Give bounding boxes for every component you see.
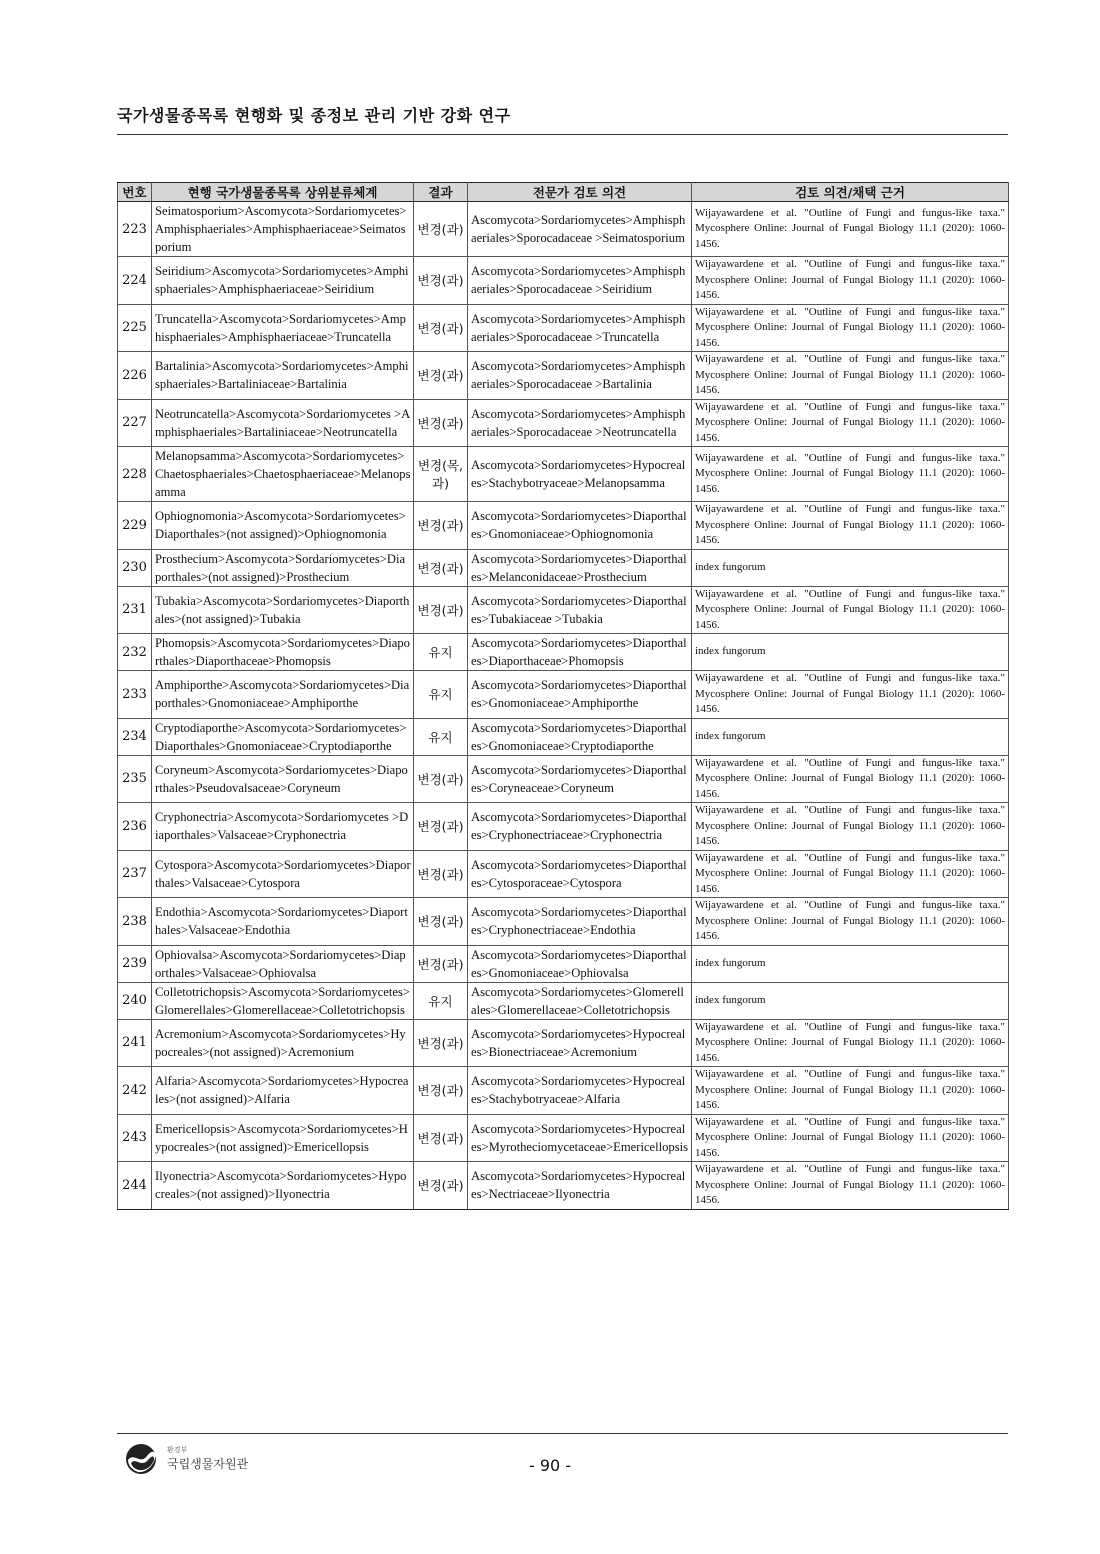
row-number: 224 <box>118 257 152 305</box>
current-classification-cell: Emericellopsis>Ascomycota>Sordariomycetes>Hypocreales>(not assigned)>Emericellopsis <box>152 1114 414 1162</box>
expert-opinion-cell: Ascomycota>Sordariomycetes>Diaporthales>Gnomoniaceae>Ophiognomonia <box>468 502 692 550</box>
table-row <box>118 945 1009 982</box>
title-divider <box>117 134 1008 135</box>
table-row <box>118 634 1009 671</box>
current-classification-cell: Cytospora>Ascomycota>Sordariomycetes>Diaporthales>Valsaceae>Cytospora <box>152 850 414 898</box>
basis-cell: Wijayawardene et al. "Outline of Fungi and fungus-like taxa." Mycosphere Online: Journal of Fungal Biology 11.1 (2020): 1060-1456. <box>692 850 1009 898</box>
result-cell: 변경(과) <box>414 202 468 257</box>
basis-cell: Wijayawardene et al. "Outline of Fungi and fungus-like taxa." Mycosphere Online: Journal of Fungal Biology 11.1 (2020): 1060-1456. <box>692 399 1009 447</box>
basis-cell: index fungorum <box>692 982 1009 1019</box>
table-row <box>118 502 1009 550</box>
table-row <box>118 1162 1009 1210</box>
row-number: 230 <box>118 549 152 586</box>
table-row <box>118 671 1009 719</box>
expert-opinion-cell: Ascomycota>Sordariomycetes>Amphisphaeriales>Sporocadaceae >Seiridium <box>468 257 692 305</box>
current-classification-cell: Prosthecium>Ascomycota>Sordariomycetes>Diaporthales>(not assigned)>Prosthecium <box>152 549 414 586</box>
current-classification-cell: Cryphonectria>Ascomycota>Sordariomycetes >Diaporthales>Valsaceae>Cryphonectria <box>152 803 414 851</box>
row-number: 227 <box>118 399 152 447</box>
table-row <box>118 803 1009 851</box>
row-number: 236 <box>118 803 152 851</box>
table-row <box>118 898 1009 946</box>
result-cell: 변경(과) <box>414 898 468 946</box>
expert-opinion-cell: Ascomycota>Sordariomycetes>Diaporthales>Gnomoniaceae>Ophiovalsa <box>468 945 692 982</box>
expert-opinion-cell: Ascomycota>Sordariomycetes>Diaporthales>Cytosporaceae>Cytospora <box>468 850 692 898</box>
expert-opinion-cell: Ascomycota>Sordariomycetes>Hypocreales>Stachybotryaceae>Alfaria <box>468 1067 692 1115</box>
row-number: 228 <box>118 447 152 502</box>
expert-opinion-cell: Ascomycota>Sordariomycetes>Amphisphaeriales>Sporocadaceae >Seimatosporium <box>468 202 692 257</box>
row-number: 235 <box>118 755 152 803</box>
basis-cell: Wijayawardene et al. "Outline of Fungi and fungus-like taxa." Mycosphere Online: Journal of Fungal Biology 11.1 (2020): 1060-1456. <box>692 202 1009 257</box>
expert-opinion-cell: Ascomycota>Sordariomycetes>Diaporthales>Tubakiaceae >Tubakia <box>468 586 692 634</box>
row-number: 244 <box>118 1162 152 1210</box>
current-classification-cell: Acremonium>Ascomycota>Sordariomycetes>Hypocreales>(not assigned)>Acremonium <box>152 1019 414 1067</box>
current-classification-cell: Bartalinia>Ascomycota>Sordariomycetes>Amphisphaeriales>Bartaliniaceae>Bartalinia <box>152 352 414 400</box>
taxonomy-table <box>117 182 1009 1210</box>
expert-opinion-cell: Ascomycota>Sordariomycetes>Diaporthales>Cryphonectriaceae>Cryphonectria <box>468 803 692 851</box>
table-row <box>118 982 1009 1019</box>
current-classification-cell: Seimatosporium>Ascomycota>Sordariomycetes>Amphisphaeriales>Amphisphaeriaceae>Seimatosporium <box>152 202 414 257</box>
page-title: 국가생물종목록 현행화 및 종정보 관리 기반 강화 연구 <box>117 106 511 125</box>
current-classification-cell: Truncatella>Ascomycota>Sordariomycetes>Amphisphaeriales>Amphisphaeriaceae>Truncatella <box>152 304 414 352</box>
institute-name: 국립생물자원관 <box>167 1457 249 1471</box>
table-row <box>118 202 1009 257</box>
basis-cell: index fungorum <box>692 549 1009 586</box>
result-cell: 변경(과) <box>414 1067 468 1115</box>
row-number: 237 <box>118 850 152 898</box>
basis-cell: Wijayawardene et al. "Outline of Fungi and fungus-like taxa." Mycosphere Online: Journal of Fungal Biology 11.1 (2020): 1060-1456. <box>692 803 1009 851</box>
basis-cell: Wijayawardene et al. "Outline of Fungi and fungus-like taxa." Mycosphere Online: Journal of Fungal Biology 11.1 (2020): 1060-1456. <box>692 1162 1009 1210</box>
table-row <box>118 850 1009 898</box>
basis-cell: Wijayawardene et al. "Outline of Fungi and fungus-like taxa." Mycosphere Online: Journal of Fungal Biology 11.1 (2020): 1060-1456. <box>692 447 1009 502</box>
row-number: 240 <box>118 982 152 1019</box>
current-classification-cell: Neotruncatella>Ascomycota>Sordariomycetes >Amphisphaeriales>Bartaliniaceae>Neotruncatella <box>152 399 414 447</box>
current-classification-cell: Colletotrichopsis>Ascomycota>Sordariomycetes>Glomerellales>Glomerellaceae>Colletotrichopsis <box>152 982 414 1019</box>
row-number: 225 <box>118 304 152 352</box>
basis-cell: Wijayawardene et al. "Outline of Fungi and fungus-like taxa." Mycosphere Online: Journal of Fungal Biology 11.1 (2020): 1060-1456. <box>692 502 1009 550</box>
result-cell: 변경(과) <box>414 304 468 352</box>
current-classification-cell: Ophiovalsa>Ascomycota>Sordariomycetes>Diaporthales>Valsaceae>Ophiovalsa <box>152 945 414 982</box>
expert-opinion-cell: Ascomycota>Sordariomycetes>Diaporthales>Cryphonectriaceae>Endothia <box>468 898 692 946</box>
result-cell: 변경(과) <box>414 586 468 634</box>
result-cell: 유지 <box>414 634 468 671</box>
expert-opinion-cell: Ascomycota>Sordariomycetes>Hypocreales>Stachybotryaceae>Melanopsamma <box>468 447 692 502</box>
basis-cell: Wijayawardene et al. "Outline of Fungi and fungus-like taxa." Mycosphere Online: Journal of Fungal Biology 11.1 (2020): 1060-1456. <box>692 1019 1009 1067</box>
table-row <box>118 718 1009 755</box>
basis-cell: Wijayawardene et al. "Outline of Fungi and fungus-like taxa." Mycosphere Online: Journal of Fungal Biology 11.1 (2020): 1060-1456. <box>692 304 1009 352</box>
basis-cell: Wijayawardene et al. "Outline of Fungi and fungus-like taxa." Mycosphere Online: Journal of Fungal Biology 11.1 (2020): 1060-1456. <box>692 671 1009 719</box>
ministry-label: 환경부 <box>167 1446 188 1454</box>
result-cell: 변경(과) <box>414 399 468 447</box>
basis-cell: index fungorum <box>692 945 1009 982</box>
result-cell: 변경(과) <box>414 549 468 586</box>
row-number: 229 <box>118 502 152 550</box>
table-row <box>118 549 1009 586</box>
table-row <box>118 586 1009 634</box>
current-classification-cell: Alfaria>Ascomycota>Sordariomycetes>Hypocreales>(not assigned)>Alfaria <box>152 1067 414 1115</box>
expert-opinion-cell: Ascomycota>Sordariomycetes>Diaporthales>Gnomoniaceae>Amphiporthe <box>468 671 692 719</box>
row-number: 242 <box>118 1067 152 1115</box>
current-classification-cell: Cryptodiaporthe>Ascomycota>Sordariomycetes>Diaporthales>Gnomoniaceae>Cryptodiaporthe <box>152 718 414 755</box>
basis-cell: Wijayawardene et al. "Outline of Fungi and fungus-like taxa." Mycosphere Online: Journal of Fungal Biology 11.1 (2020): 1060-1456. <box>692 586 1009 634</box>
basis-cell: Wijayawardene et al. "Outline of Fungi and fungus-like taxa." Mycosphere Online: Journal of Fungal Biology 11.1 (2020): 1060-1456. <box>692 352 1009 400</box>
expert-opinion-cell: Ascomycota>Sordariomycetes>Hypocreales>Myrotheciomycetaceae>Emericellopsis <box>468 1114 692 1162</box>
result-cell: 변경(과) <box>414 257 468 305</box>
row-number: 241 <box>118 1019 152 1067</box>
current-classification-cell: Phomopsis>Ascomycota>Sordariomycetes>Diaporthales>Diaporthaceae>Phomopsis <box>152 634 414 671</box>
result-cell: 변경(과) <box>414 945 468 982</box>
row-number: 243 <box>118 1114 152 1162</box>
expert-opinion-cell: Ascomycota>Sordariomycetes>Amphisphaeriales>Sporocadaceae >Bartalinia <box>468 352 692 400</box>
expert-opinion-cell: Ascomycota>Sordariomycetes>Amphisphaeriales>Sporocadaceae >Neotruncatella <box>468 399 692 447</box>
footer-divider <box>117 1433 1008 1434</box>
col-header-number: 번호 <box>118 183 152 202</box>
row-number: 234 <box>118 718 152 755</box>
expert-opinion-cell: Ascomycota>Sordariomycetes>Diaporthales>Diaporthaceae>Phomopsis <box>468 634 692 671</box>
current-classification-cell: Seiridium>Ascomycota>Sordariomycetes>Amphisphaeriales>Amphisphaeriaceae>Seiridium <box>152 257 414 305</box>
result-cell: 변경(과) <box>414 352 468 400</box>
table-row <box>118 755 1009 803</box>
current-classification-cell: Amphiporthe>Ascomycota>Sordariomycetes>Diaporthales>Gnomoniaceae>Amphiporthe <box>152 671 414 719</box>
result-cell: 변경(과) <box>414 803 468 851</box>
basis-cell: index fungorum <box>692 634 1009 671</box>
col-header-basis: 검토 의견/채택 근거 <box>692 183 1009 202</box>
expert-opinion-cell: Ascomycota>Sordariomycetes>Diaporthales>Coryneaceae>Coryneum <box>468 755 692 803</box>
result-cell: 유지 <box>414 718 468 755</box>
result-cell: 변경(과) <box>414 1162 468 1210</box>
table-header-row <box>118 183 1009 202</box>
expert-opinion-cell: Ascomycota>Sordariomycetes>Glomerellales>Glomerellaceae>Colletotrichopsis <box>468 982 692 1019</box>
current-classification-cell: Ophiognomonia>Ascomycota>Sordariomycetes>Diaporthales>(not assigned)>Ophiognomonia <box>152 502 414 550</box>
result-cell: 유지 <box>414 671 468 719</box>
table-row <box>118 352 1009 400</box>
table-row <box>118 304 1009 352</box>
result-cell: 변경(과) <box>414 850 468 898</box>
current-classification-cell: Coryneum>Ascomycota>Sordariomycetes>Diaporthales>Pseudovalsaceae>Coryneum <box>152 755 414 803</box>
expert-opinion-cell: Ascomycota>Sordariomycetes>Amphisphaeriales>Sporocadaceae >Truncatella <box>468 304 692 352</box>
row-number: 239 <box>118 945 152 982</box>
result-cell: 변경(과) <box>414 755 468 803</box>
basis-cell: Wijayawardene et al. "Outline of Fungi and fungus-like taxa." Mycosphere Online: Journal of Fungal Biology 11.1 (2020): 1060-1456. <box>692 257 1009 305</box>
basis-cell: Wijayawardene et al. "Outline of Fungi and fungus-like taxa." Mycosphere Online: Journal of Fungal Biology 11.1 (2020): 1060-1456. <box>692 755 1009 803</box>
current-classification-cell: Tubakia>Ascomycota>Sordariomycetes>Diaporthales>(not assigned)>Tubakia <box>152 586 414 634</box>
col-header-expert-opinion: 전문가 검토 의견 <box>468 183 692 202</box>
table-row <box>118 1114 1009 1162</box>
row-number: 223 <box>118 202 152 257</box>
page-number: - 90 - <box>528 1456 572 1475</box>
result-cell: 변경(목,과) <box>414 447 468 502</box>
current-classification-cell: Ilyonectria>Ascomycota>Sordariomycetes>Hypocreales>(not assigned)>Ilyonectria <box>152 1162 414 1210</box>
expert-opinion-cell: Ascomycota>Sordariomycetes>Diaporthales>Melanconidaceae>Prosthecium <box>468 549 692 586</box>
basis-cell: Wijayawardene et al. "Outline of Fungi and fungus-like taxa." Mycosphere Online: Journal of Fungal Biology 11.1 (2020): 1060-1456. <box>692 1114 1009 1162</box>
basis-cell: index fungorum <box>692 718 1009 755</box>
row-number: 238 <box>118 898 152 946</box>
result-cell: 유지 <box>414 982 468 1019</box>
row-number: 232 <box>118 634 152 671</box>
current-classification-cell: Melanopsamma>Ascomycota>Sordariomycetes>Chaetosphaeriales>Chaetosphaeriaceae>Melanopsamma <box>152 447 414 502</box>
result-cell: 변경(과) <box>414 502 468 550</box>
current-classification-cell: Endothia>Ascomycota>Sordariomycetes>Diaporthales>Valsaceae>Endothia <box>152 898 414 946</box>
table-row <box>118 1067 1009 1115</box>
basis-cell: Wijayawardene et al. "Outline of Fungi and fungus-like taxa." Mycosphere Online: Journal of Fungal Biology 11.1 (2020): 1060-1456. <box>692 898 1009 946</box>
col-header-result: 결과 <box>414 183 468 202</box>
table-row <box>118 399 1009 447</box>
expert-opinion-cell: Ascomycota>Sordariomycetes>Hypocreales>Bionectriaceae>Acremonium <box>468 1019 692 1067</box>
expert-opinion-cell: Ascomycota>Sordariomycetes>Diaporthales>Gnomoniaceae>Cryptodiaporthe <box>468 718 692 755</box>
table-row <box>118 447 1009 502</box>
row-number: 226 <box>118 352 152 400</box>
table-row <box>118 257 1009 305</box>
result-cell: 변경(과) <box>414 1019 468 1067</box>
expert-opinion-cell: Ascomycota>Sordariomycetes>Hypocreales>Nectriaceae>Ilyonectria <box>468 1162 692 1210</box>
row-number: 233 <box>118 671 152 719</box>
row-number: 231 <box>118 586 152 634</box>
table-row <box>118 1019 1009 1067</box>
col-header-current-classification: 현행 국가생물종목록 상위분류체계 <box>152 183 414 202</box>
basis-cell: Wijayawardene et al. "Outline of Fungi and fungus-like taxa." Mycosphere Online: Journal of Fungal Biology 11.1 (2020): 1060-1456. <box>692 1067 1009 1115</box>
result-cell: 변경(과) <box>414 1114 468 1162</box>
